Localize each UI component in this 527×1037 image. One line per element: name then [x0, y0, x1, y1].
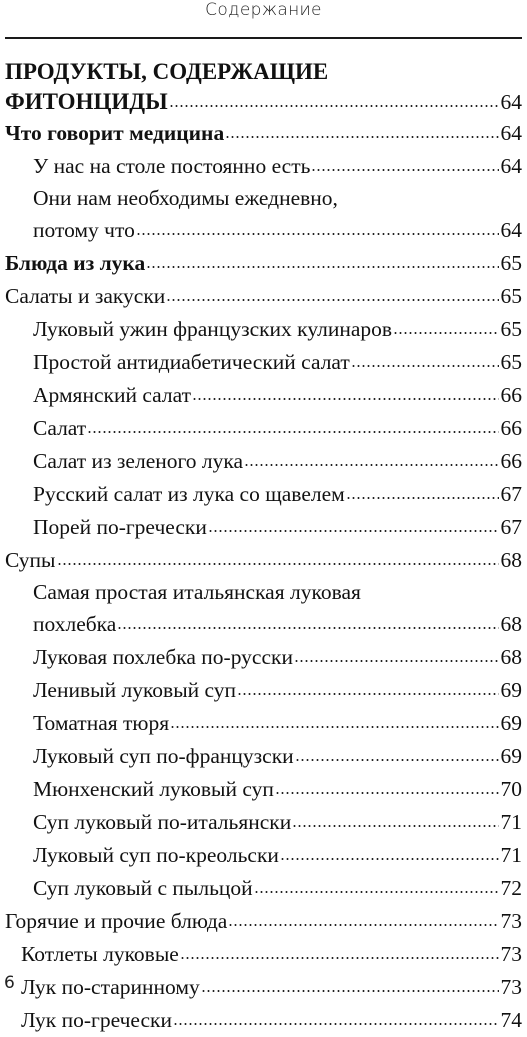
toc-entry-title-line: Самая простая итальянская луковая — [33, 580, 361, 604]
toc-entry-title: Супы — [5, 548, 56, 572]
dot-leader — [87, 429, 499, 435]
toc-entry-title: Мюнхенский луковый суп — [33, 777, 274, 801]
toc-entry-title-line: Они нам необходимы ежедневно, — [33, 186, 338, 210]
toc-entry — [0, 1004, 527, 1037]
toc-entry-page: 64 — [500, 218, 522, 242]
dot-leader — [192, 396, 499, 402]
toc-entry-page: 66 — [500, 383, 522, 407]
toc-entry-page: 65 — [500, 350, 522, 374]
toc-entry — [0, 478, 527, 511]
toc-entry-page: 65 — [500, 251, 522, 275]
dot-leader — [166, 297, 499, 303]
toc-entry-row — [5, 280, 527, 313]
toc-entry-title: Лук по-гречески — [21, 1008, 172, 1032]
toc-entry-row — [5, 905, 527, 938]
toc-entry-title: Блюда из лука — [5, 251, 146, 275]
toc-entry-row — [33, 707, 527, 740]
toc-entry-title: Простой антидиабетический салат — [33, 350, 350, 374]
toc-entry-row — [33, 214, 527, 247]
toc-entry — [0, 544, 527, 577]
dot-leader — [173, 1021, 499, 1027]
toc-entry-title: Котлеты луковые — [21, 942, 179, 966]
toc-entry-row — [33, 445, 527, 478]
toc-entry-title: Луковый суп по-креольски — [33, 843, 279, 867]
toc-entry-title: Луковая похлебка по-русски — [33, 645, 293, 669]
toc-entry-row — [33, 641, 527, 674]
toc-entry — [0, 905, 527, 938]
toc-entry — [0, 806, 527, 839]
toc-entry-page: 73 — [500, 975, 522, 999]
toc-entry-row — [33, 412, 527, 445]
toc-entry-page: 69 — [500, 744, 522, 768]
toc-entry-row — [33, 839, 527, 872]
dot-leader — [280, 856, 499, 862]
toc-entry — [0, 707, 527, 740]
toc-entry — [0, 280, 527, 313]
dot-leader — [254, 889, 499, 895]
toc-entry-row — [33, 806, 527, 839]
toc-entry-row — [33, 478, 527, 511]
toc-entry-page: 67 — [500, 515, 522, 539]
toc-entry-row — [33, 313, 527, 346]
toc-entry-page: 68 — [500, 645, 522, 669]
dot-leader — [117, 625, 499, 631]
toc-entry-row — [33, 740, 527, 773]
dot-leader — [57, 561, 499, 567]
toc-entry-page: 69 — [500, 678, 522, 702]
toc-entry-title: Томатная тюря — [33, 711, 170, 735]
toc-entry — [0, 577, 527, 641]
toc-entry-page: 68 — [500, 612, 522, 636]
dot-leader — [244, 462, 499, 468]
toc-entry-page: 74 — [500, 1008, 522, 1032]
dot-leader — [294, 658, 499, 664]
toc-entry-title: Салат из зеленого лука — [33, 449, 244, 473]
toc-entry — [0, 412, 527, 445]
toc-entry-title: потому что — [33, 218, 135, 242]
toc-entry-page: 64 — [500, 90, 522, 114]
toc-entry — [0, 247, 527, 280]
toc-entry-row — [33, 674, 527, 707]
toc-entry-page: 73 — [500, 942, 522, 966]
toc-entry-page: 70 — [500, 777, 522, 801]
toc-entry-title: У нас на столе постоянно есть — [33, 154, 311, 178]
toc-entry-page: 65 — [500, 317, 522, 341]
toc-entry-page: 71 — [500, 810, 522, 834]
toc-entry-page: 72 — [500, 876, 522, 900]
toc-entry — [0, 511, 527, 544]
dot-leader — [136, 231, 499, 237]
toc-entry-title: ФИТОНЦИДЫ — [5, 89, 168, 114]
toc-entry-page: 64 — [500, 154, 522, 178]
toc-entry-title: Русский салат из лука со щавелем — [33, 482, 345, 506]
toc-entry — [0, 445, 527, 478]
dot-leader — [275, 790, 499, 796]
toc-entry-title: Суп луковый по-итальянски — [33, 810, 292, 834]
toc-entry-row — [33, 379, 527, 412]
toc-entry — [0, 379, 527, 412]
toc-entry — [0, 674, 527, 707]
toc-entry — [0, 971, 527, 1004]
dot-leader — [393, 330, 499, 336]
toc-entry — [0, 117, 527, 150]
toc-entry-row — [21, 1004, 527, 1037]
toc-entry — [0, 56, 527, 117]
toc-entry-row — [33, 872, 527, 905]
dot-leader — [295, 757, 499, 763]
toc-entry-title: Лук по-старинному — [21, 975, 200, 999]
toc-entry — [0, 150, 527, 183]
toc-entry-title: Ленивый луковый суп — [33, 678, 237, 702]
dot-leader — [180, 955, 499, 961]
toc-entry-title: Луковый ужин французских кулинаров — [33, 317, 393, 341]
toc-entry-title: Что говорит медицина — [5, 121, 225, 145]
toc-entry-title: Салаты и закуски — [5, 284, 166, 308]
toc-entry-title: похлебка — [33, 612, 117, 636]
toc-entry-page: 65 — [500, 284, 522, 308]
toc-entry-row — [33, 511, 527, 544]
toc-entry-page: 64 — [500, 121, 522, 145]
toc-entry-page: 71 — [500, 843, 522, 867]
toc-entry-row — [5, 117, 527, 150]
toc-entry-row — [5, 87, 527, 117]
toc-entry — [0, 346, 527, 379]
toc-entry-row — [5, 247, 527, 280]
toc-entry-title: Армянский салат — [33, 383, 191, 407]
dot-leader — [351, 363, 499, 369]
toc-entry-title: Салат — [33, 416, 87, 440]
toc-entry-row — [33, 150, 527, 183]
toc-entry-page: 68 — [500, 548, 522, 572]
toc-entry-page: 66 — [500, 449, 522, 473]
dot-leader — [146, 264, 499, 270]
toc-entry-row — [21, 938, 527, 971]
dot-leader — [311, 167, 499, 173]
toc-entry — [0, 740, 527, 773]
toc-entry — [0, 938, 527, 971]
toc-entry — [0, 839, 527, 872]
toc-entry-title: Горячие и прочие блюда — [5, 909, 228, 933]
toc-entry — [0, 641, 527, 674]
dot-leader — [208, 528, 499, 534]
toc-entry-title: Луковый суп по-французски — [33, 744, 294, 768]
toc-entry-page: 69 — [500, 711, 522, 735]
dot-leader — [237, 691, 499, 697]
toc-entry — [0, 773, 527, 806]
toc-entry-page: 67 — [500, 482, 522, 506]
header-rule — [5, 37, 522, 39]
page-number: 6 — [4, 973, 15, 993]
toc-entry-page: 66 — [500, 416, 522, 440]
toc-entry-row — [33, 608, 527, 641]
running-head: Содержание — [205, 0, 322, 20]
dot-leader — [170, 724, 499, 730]
toc-entry-page: 73 — [500, 909, 522, 933]
toc-entry — [0, 313, 527, 346]
dot-leader — [225, 134, 499, 140]
table-of-contents — [0, 56, 527, 1037]
dot-leader — [346, 495, 499, 501]
toc-entry — [0, 872, 527, 905]
toc-entry-title-line: ПРОДУКТЫ, СОДЕРЖАЩИЕ — [5, 59, 329, 84]
toc-entry-row — [33, 346, 527, 379]
toc-entry-row — [5, 544, 527, 577]
toc-entry-title: Суп луковый с пыльцой — [33, 876, 253, 900]
toc-entry-row — [33, 773, 527, 806]
toc-entry-title: Порей по-гречески — [33, 515, 207, 539]
toc-entry-row — [21, 971, 527, 1004]
dot-leader — [201, 988, 499, 994]
dot-leader — [169, 103, 499, 109]
toc-entry — [0, 183, 527, 247]
dot-leader — [292, 823, 499, 829]
dot-leader — [228, 922, 499, 928]
